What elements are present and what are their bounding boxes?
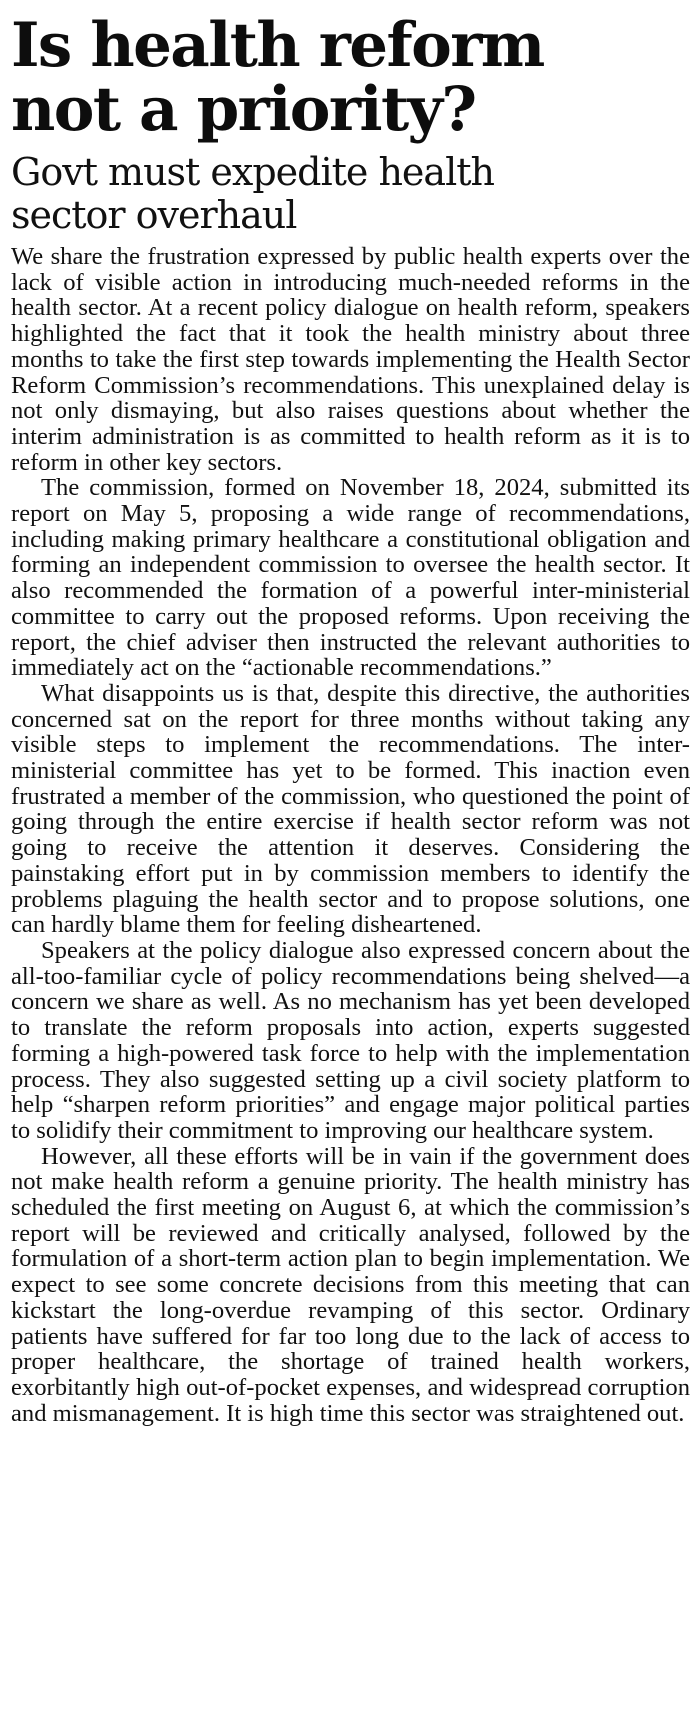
paragraph-3: What disappoints us is that, despite this directive, the authorities concerned sat on the report for three months without taking any visible steps to implement the recommendations. The inter-ministerial committee has yet to be formed. This inaction even frustrated a member of the commission, who questioned the point of going through the entire exercise if health sector reform was not going to receive the attention it deserves. Considering the painstaking effort put in by commission members to identify the problems plaguing the health sector and to propose solutions, one can hardly blame them for feeling disheartened. [11,679,690,939]
headline: Is health reform not a priority? [11,10,544,145]
paragraph-5: However, all these efforts will be in vain if the government does not make health reform a genuine priority. The health ministry has scheduled the first meeting on August 6, at which the commission’s report will be reviewed and critically analysed, followed by the formulation of a short-term action plan to begin implementation. We expect to see some concrete decisions from this meeting that can kickstart the long-overdue revamping of this sector. Ordinary patients have suffered for far too long due to the lack of access to proper healthcare, the shortage of trained health workers, exorbitantly high out-of-pocket expenses, and widespread corruption and mismanagement. It is high time this sector was straightened out. [11,1142,690,1427]
subheadline: Govt must expedite health sector overhaul [11,150,494,237]
paragraph-1: We share the frustration expressed by public health experts over the lack of visible action in introducing much-needed reforms in the health sector. At a recent policy dialogue on health reform, speakers highlighted the fact that it took the health ministry about three months to take the first step towards implementing the Health Sector Reform Commission’s recommendations. This unexplained delay is not only dismaying, but also raises questions about whether the interim administration is as committed to health reform as it is to reform in other key sectors. [11,243,690,476]
article-body [11,244,690,1426]
paragraph-4: Speakers at the policy dialogue also expressed concern about the all-too-familiar cycle of policy recommendations being shelved—a concern we share as well. As no mechanism has yet been developed to translate the reform proposals into action, experts suggested forming a high-powered task force to help with the implementation process. They also suggested setting up a civil society platform to help “sharpen reform priorities” and engage major political parties to solidify their commitment to improving our healthcare system. [11,936,690,1144]
paragraph-2: The commission, formed on November 18, 2024, submitted its report on May 5, proposing a wide range of recommendations, including making primary healthcare a constitutional obligation and forming an independent commission to oversee the health sector. It also recommended the formation of a powerful inter-ministerial committee to carry out the proposed reforms. Upon receiving the report, the chief adviser then instructed the relevant authorities to immediately act on the “actionable recommendations.” [11,474,690,682]
